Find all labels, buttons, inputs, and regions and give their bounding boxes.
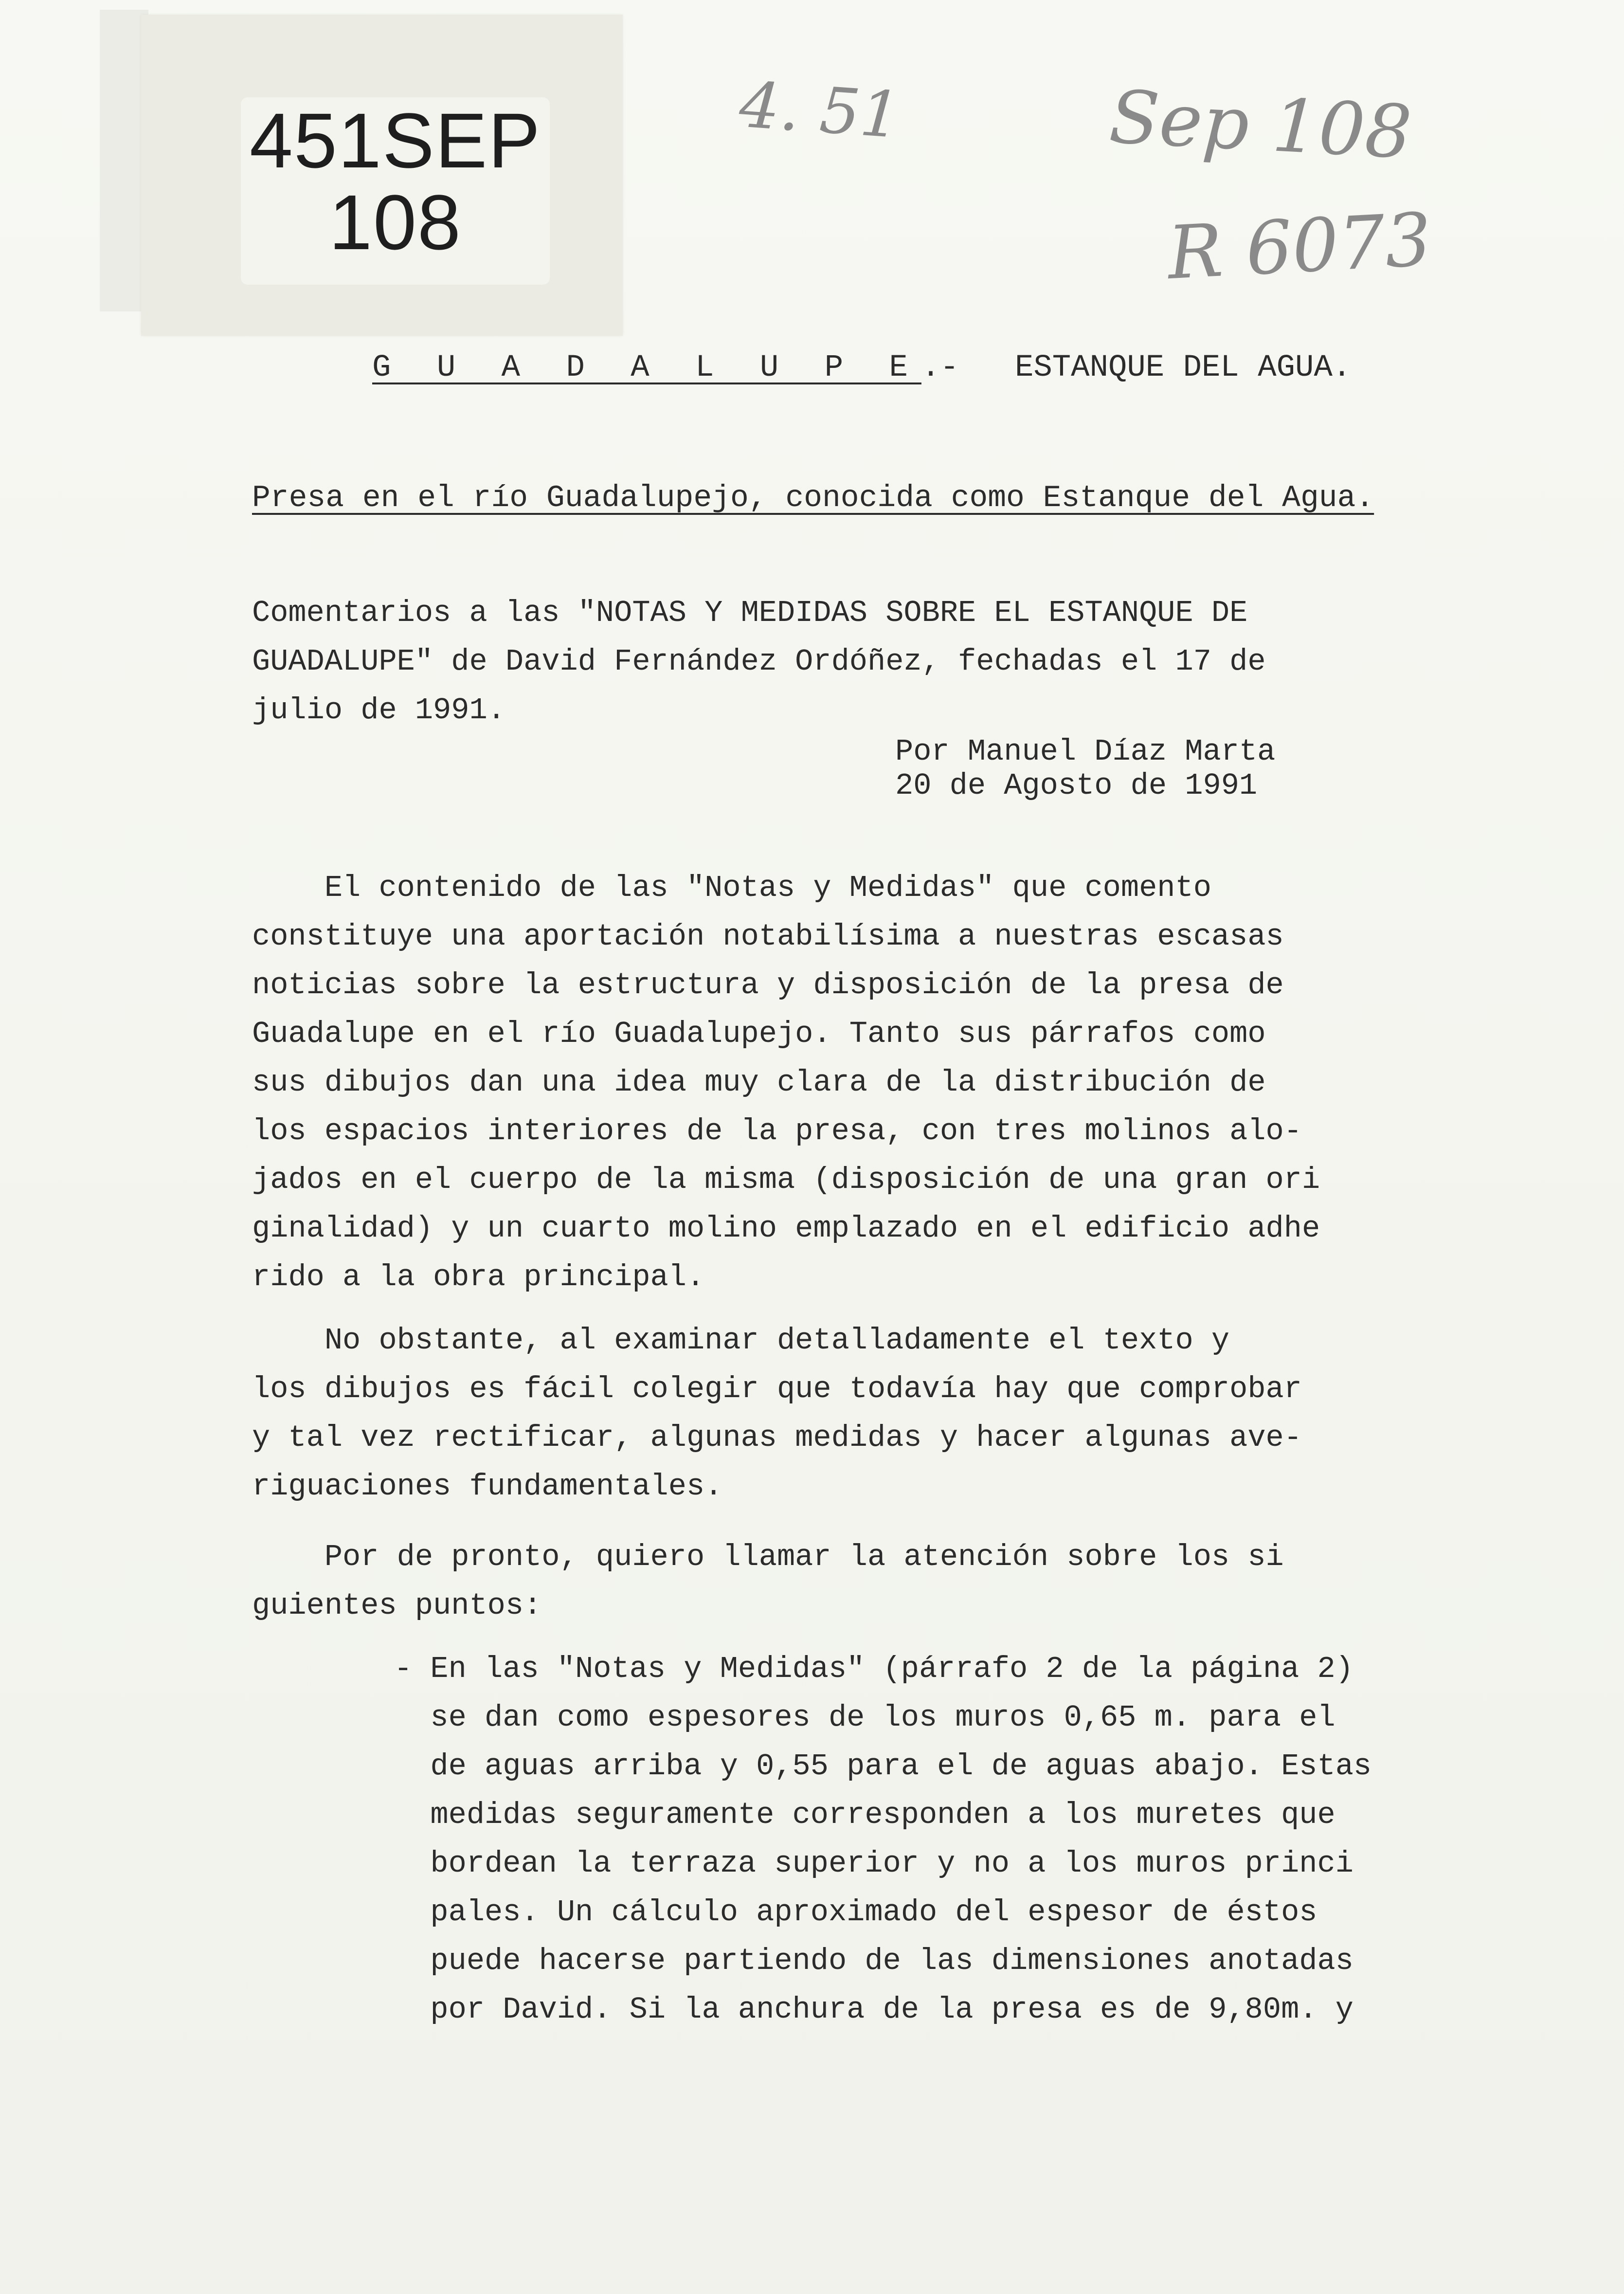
text-line: - En las "Notas y Medidas" (párrafo 2 de la página 2)	[394, 1652, 1353, 1686]
document-subtitle: Presa en el río Guadalupejo, conocida como Estanque del Agua.	[252, 481, 1374, 515]
handwritten-note-2: Sep 108	[1107, 74, 1414, 176]
text-line: los dibujos es fácil colegir que todavía hay que comprobar	[252, 1372, 1302, 1406]
paragraph-3	[252, 1533, 1284, 1630]
heading-place: G U A D A L U P E	[372, 350, 921, 385]
text-line: por David. Si la anchura de la presa es de 9,80m. y	[394, 1992, 1353, 2027]
byline-author: Por Manuel Díaz Marta	[895, 734, 1276, 769]
text-line: noticias sobre la estructura y disposición de la presa de	[252, 968, 1284, 1002]
text-line: jados en el cuerpo de la misma (disposición de una gran ori	[252, 1163, 1320, 1197]
text-line: los espacios interiores de la presa, con tres molinos alo-	[252, 1114, 1302, 1148]
text-line: El contenido de las "Notas y Medidas" que comento	[252, 871, 1211, 905]
text-line: guientes puntos:	[252, 1588, 542, 1623]
text-line: julio de 1991.	[252, 693, 505, 728]
handwritten-note-1: 4. 51	[737, 67, 903, 153]
document-heading	[372, 350, 1351, 385]
text-line: puede hacerse partiendo de las dimensiones anotadas	[394, 1944, 1353, 1978]
catalog-label-line2: 108	[329, 179, 462, 266]
text-line: Por de pronto, quiero llamar la atención sobre los si	[252, 1540, 1284, 1574]
text-line: medidas seguramente corresponden a los muretes que	[394, 1798, 1335, 1832]
catalog-label-line1: 451SEP	[249, 97, 541, 184]
paragraph-2	[252, 1316, 1302, 1511]
text-line: riguaciones fundamentales.	[252, 1469, 723, 1504]
text-line: Guadalupe en el río Guadalupejo. Tanto sus párrafos como	[252, 1017, 1266, 1051]
text-line: rido a la obra principal.	[252, 1260, 705, 1294]
heading-name: ESTANQUE DEL AGUA.	[1014, 350, 1352, 385]
intro-paragraph	[252, 589, 1266, 735]
text-line: de aguas arriba y 0,55 para el de aguas abajo. Estas	[394, 1749, 1372, 1784]
text-line: GUADALUPE" de David Fernández Ordóñez, fechadas el 17 de	[252, 644, 1266, 679]
heading-separator: .-	[921, 350, 959, 385]
text-line: Comentarios a las "NOTAS Y MEDIDAS SOBRE EL ESTANQUE DE	[252, 596, 1248, 630]
text-line: sus dibujos dan una idea muy clara de la distribución de	[252, 1065, 1266, 1100]
text-line: y tal vez rectificar, algunas medidas y hacer algunas ave-	[252, 1420, 1302, 1455]
paragraph-1	[252, 864, 1320, 1302]
byline	[895, 735, 1275, 803]
text-line: No obstante, al examinar detalladamente el texto y	[252, 1323, 1230, 1358]
byline-date: 20 de Agosto de 1991	[895, 768, 1258, 803]
text-line: ginalidad) y un cuarto molino emplazado en el edificio adhe	[252, 1211, 1320, 1246]
text-line: bordean la terraza superior y no a los muros princi	[394, 1846, 1353, 1881]
bullet-item	[394, 1645, 1371, 2034]
text-line: constituye una aportación notabilísima a nuestras escasas	[252, 919, 1284, 954]
text-line: pales. Un cálculo aproximado del espesor de éstos	[394, 1895, 1317, 1930]
catalog-label	[241, 97, 550, 266]
handwritten-note-3: R 6073	[1165, 197, 1434, 296]
text-line: se dan como espesores de los muros 0,65 m. para el	[394, 1700, 1335, 1735]
